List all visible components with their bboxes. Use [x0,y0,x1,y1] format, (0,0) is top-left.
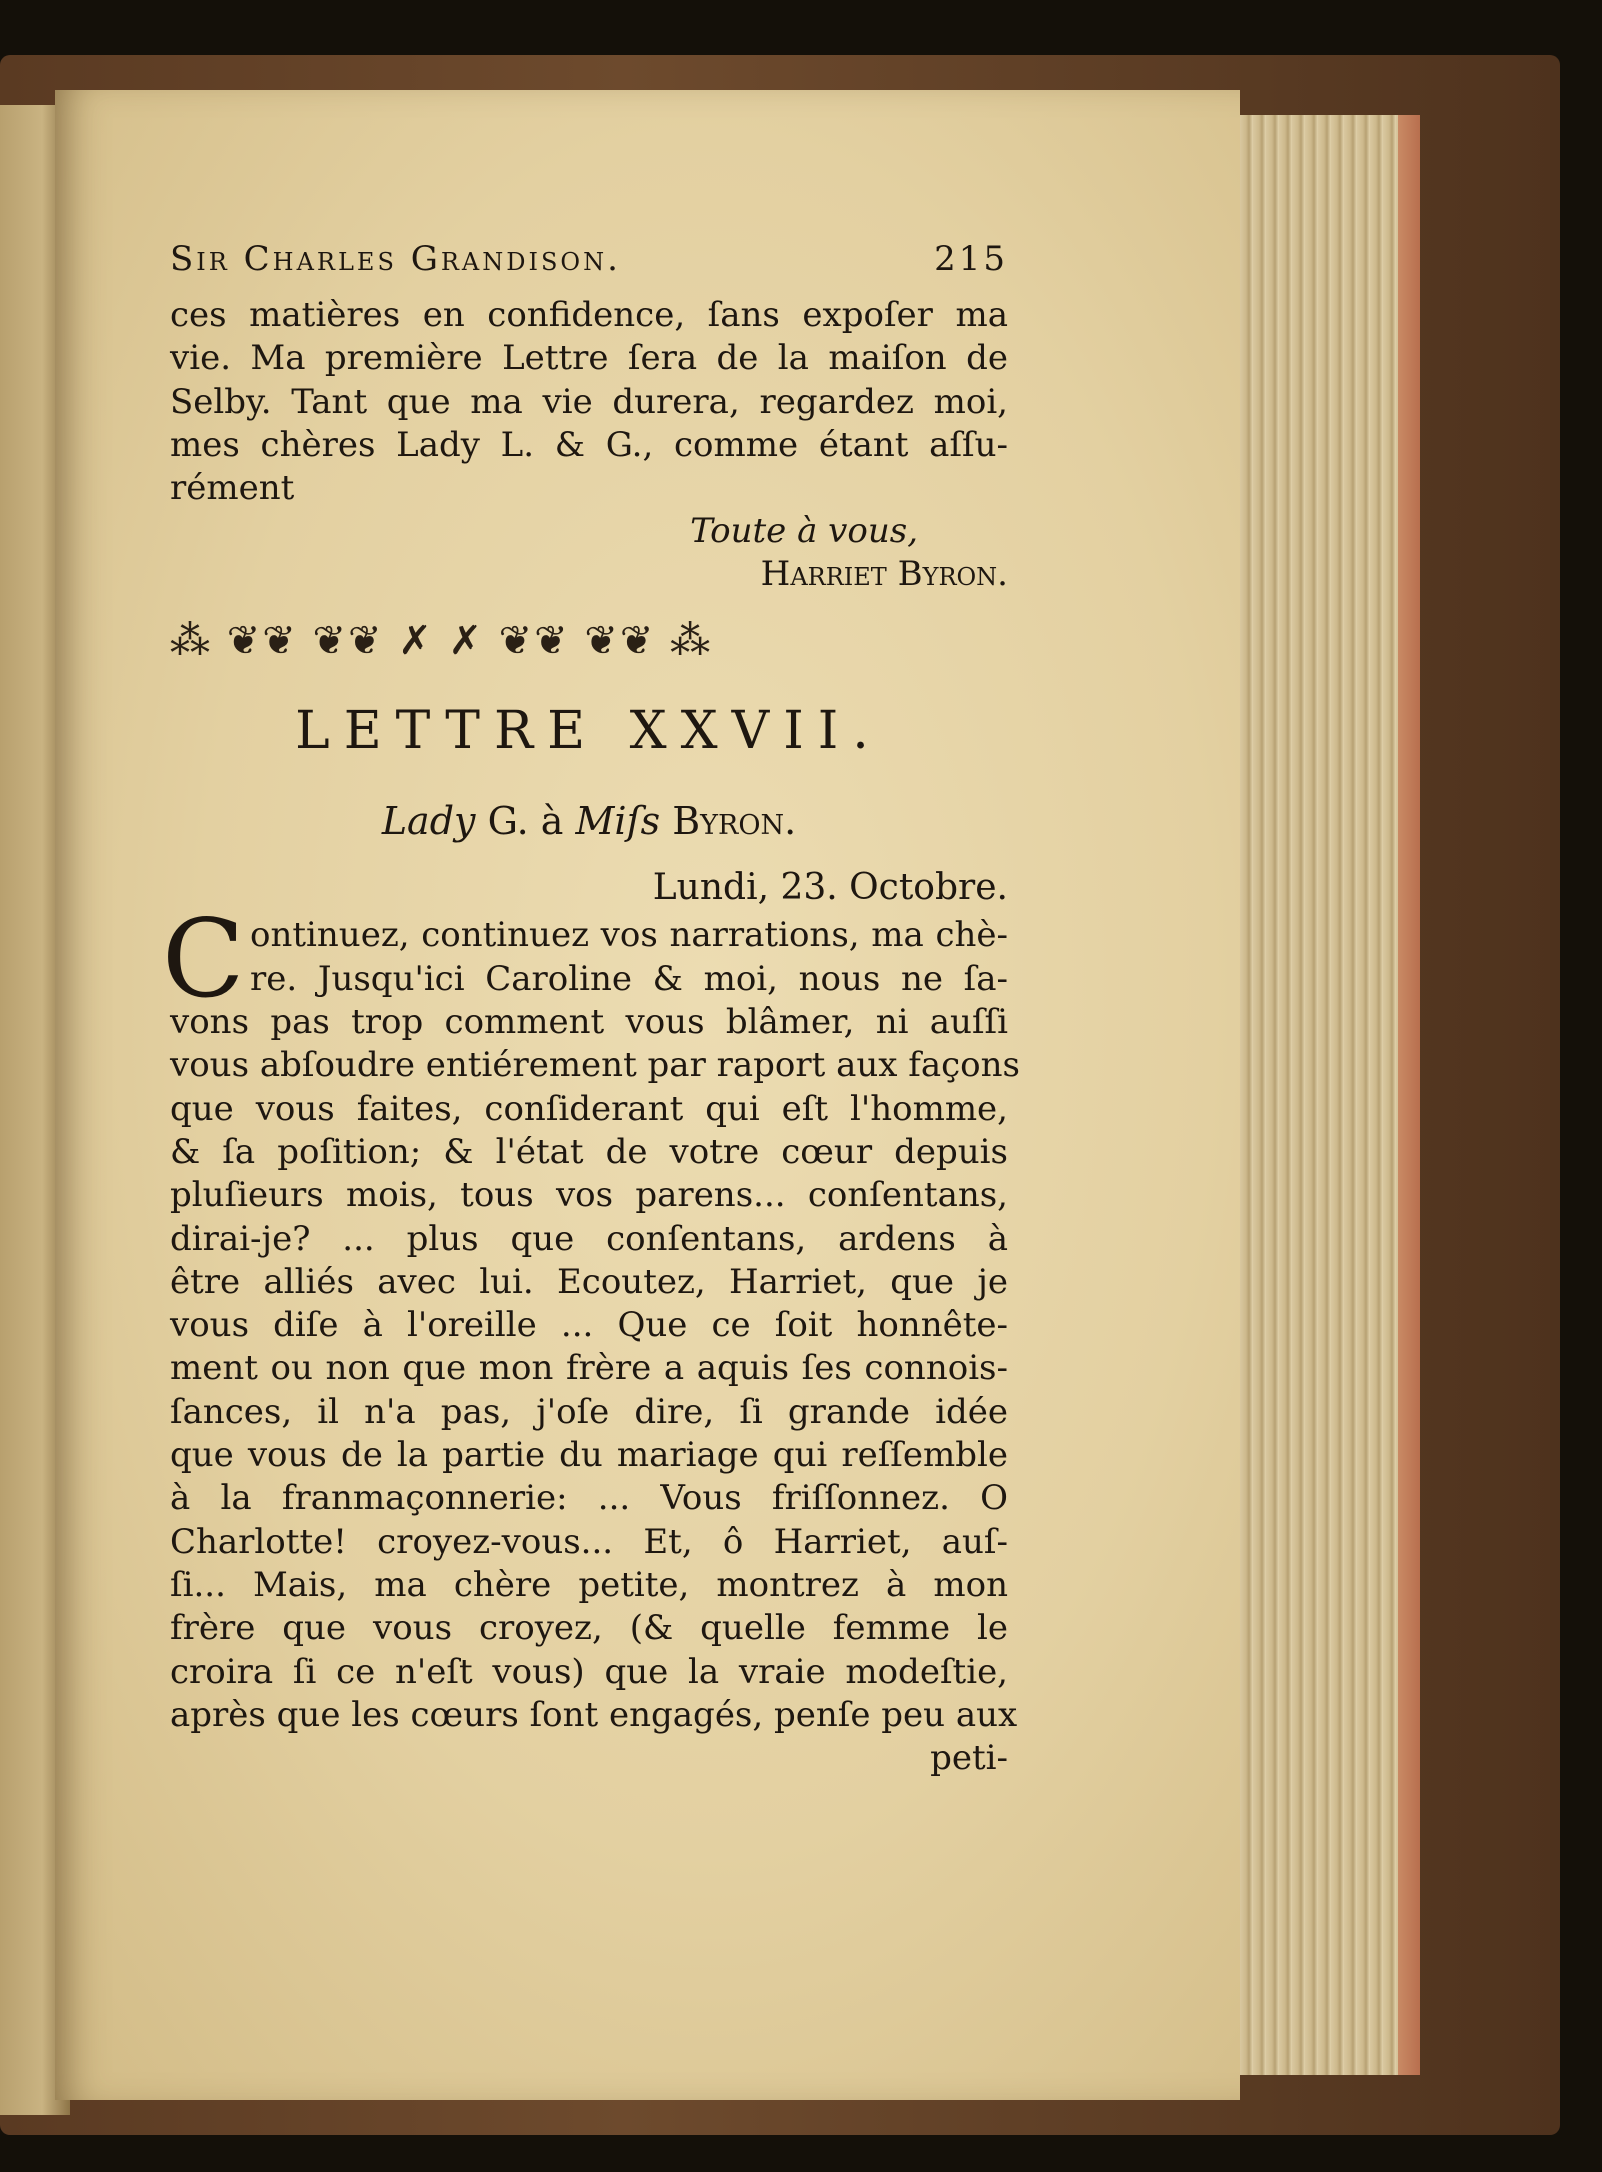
text-line: ſances, il n'a pas, j'oſe dire, ſi grande idée [170,1391,1008,1432]
catchword: peti- [930,1738,1008,1779]
salutation-name: Byron. [672,799,797,844]
text-line: & ſa poſition; & l'état de votre cœur depuis [170,1131,1008,1172]
page-block-edges [1240,115,1420,2075]
text-line: vie. Ma première Lettre ſera de la maiſon de [170,338,1008,379]
text-line: dirai-je? ... plus que conſentans, ardens à [170,1218,1008,1259]
text-line: ſi... Mais, ma chère petite, montrez à mon [170,1564,1008,1605]
text-line: Charlotte! croyez-vous... Et, ô Harriet, auſ- [170,1521,1008,1562]
letter-salutation [170,776,1008,866]
drop-cap: C [162,897,245,1023]
page-text [162,238,1020,1780]
text-line: ment ou non que mon frère a aquis ſes connois- [170,1348,1008,1389]
letter-title: LETTRE XXVII. [295,701,883,762]
text-line: mes chères Lady L. & G., comme étant aſſu- [170,424,1008,465]
closing-formula: Toute à vous, [690,511,918,552]
signature: Harriet Byron. [760,554,1008,595]
text-line: ces matières en confidence, ſans expoſer ma [170,295,1008,335]
text-line: vous abſoudre entiérement par raport aux façons [170,1045,1020,1086]
salutation-from: Lady [381,799,476,844]
text-line: frère que vous croyez, (& quelle femme le [170,1608,1008,1649]
text-line: Selby. Tant que ma vie durera, regardez moi, [170,381,1008,422]
text-line: ontinuez, continuez vos narrations, ma chè- [250,915,1008,956]
running-title: Sir Charles Grandison. [170,239,621,279]
text-line: après que les cœurs ſont engagés, penſe peu aux [170,1694,1018,1735]
text-line: être alliés avec lui. Ecoutez, Harriet, que je [170,1261,1008,1302]
text-line: croira ſi ce n'eſt vous) que la vraie modeſtie, [170,1651,1008,1692]
dateline: Lundi, 23. Octobre. [652,867,1008,909]
text-line: rément [170,468,295,509]
letter-body [162,897,1020,1737]
ornament-band: ⁂ ❦❦ ❦❦ ✗ ✗ ❦❦ ❦❦ ⁂ [170,617,713,664]
running-head [170,238,1008,294]
text-line: pluſieurs mois, tous vos parens... conſentans, [170,1175,1008,1216]
text-line: re. Jusqu'ici Caroline & moi, nous ne ſa- [250,958,1008,999]
salutation-to: Miſs [575,799,661,844]
salutation-mid: G. à [487,799,564,844]
text-line: à la franmaçonnerie: ... Vous friſſonnez. O [170,1478,1008,1519]
text-line: vous diſe à l'oreille ... Que ce ſoit honnête- [170,1305,1008,1346]
page-number: 215 [934,239,1008,279]
text-line: que vous de la partie du mariage qui reſſemble [170,1435,1008,1476]
text-line: que vous faites, conſiderant qui eſt l'homme, [170,1088,1008,1129]
text-line: vons pas trop comment vous blâmer, ni auſſi [170,1002,1008,1043]
